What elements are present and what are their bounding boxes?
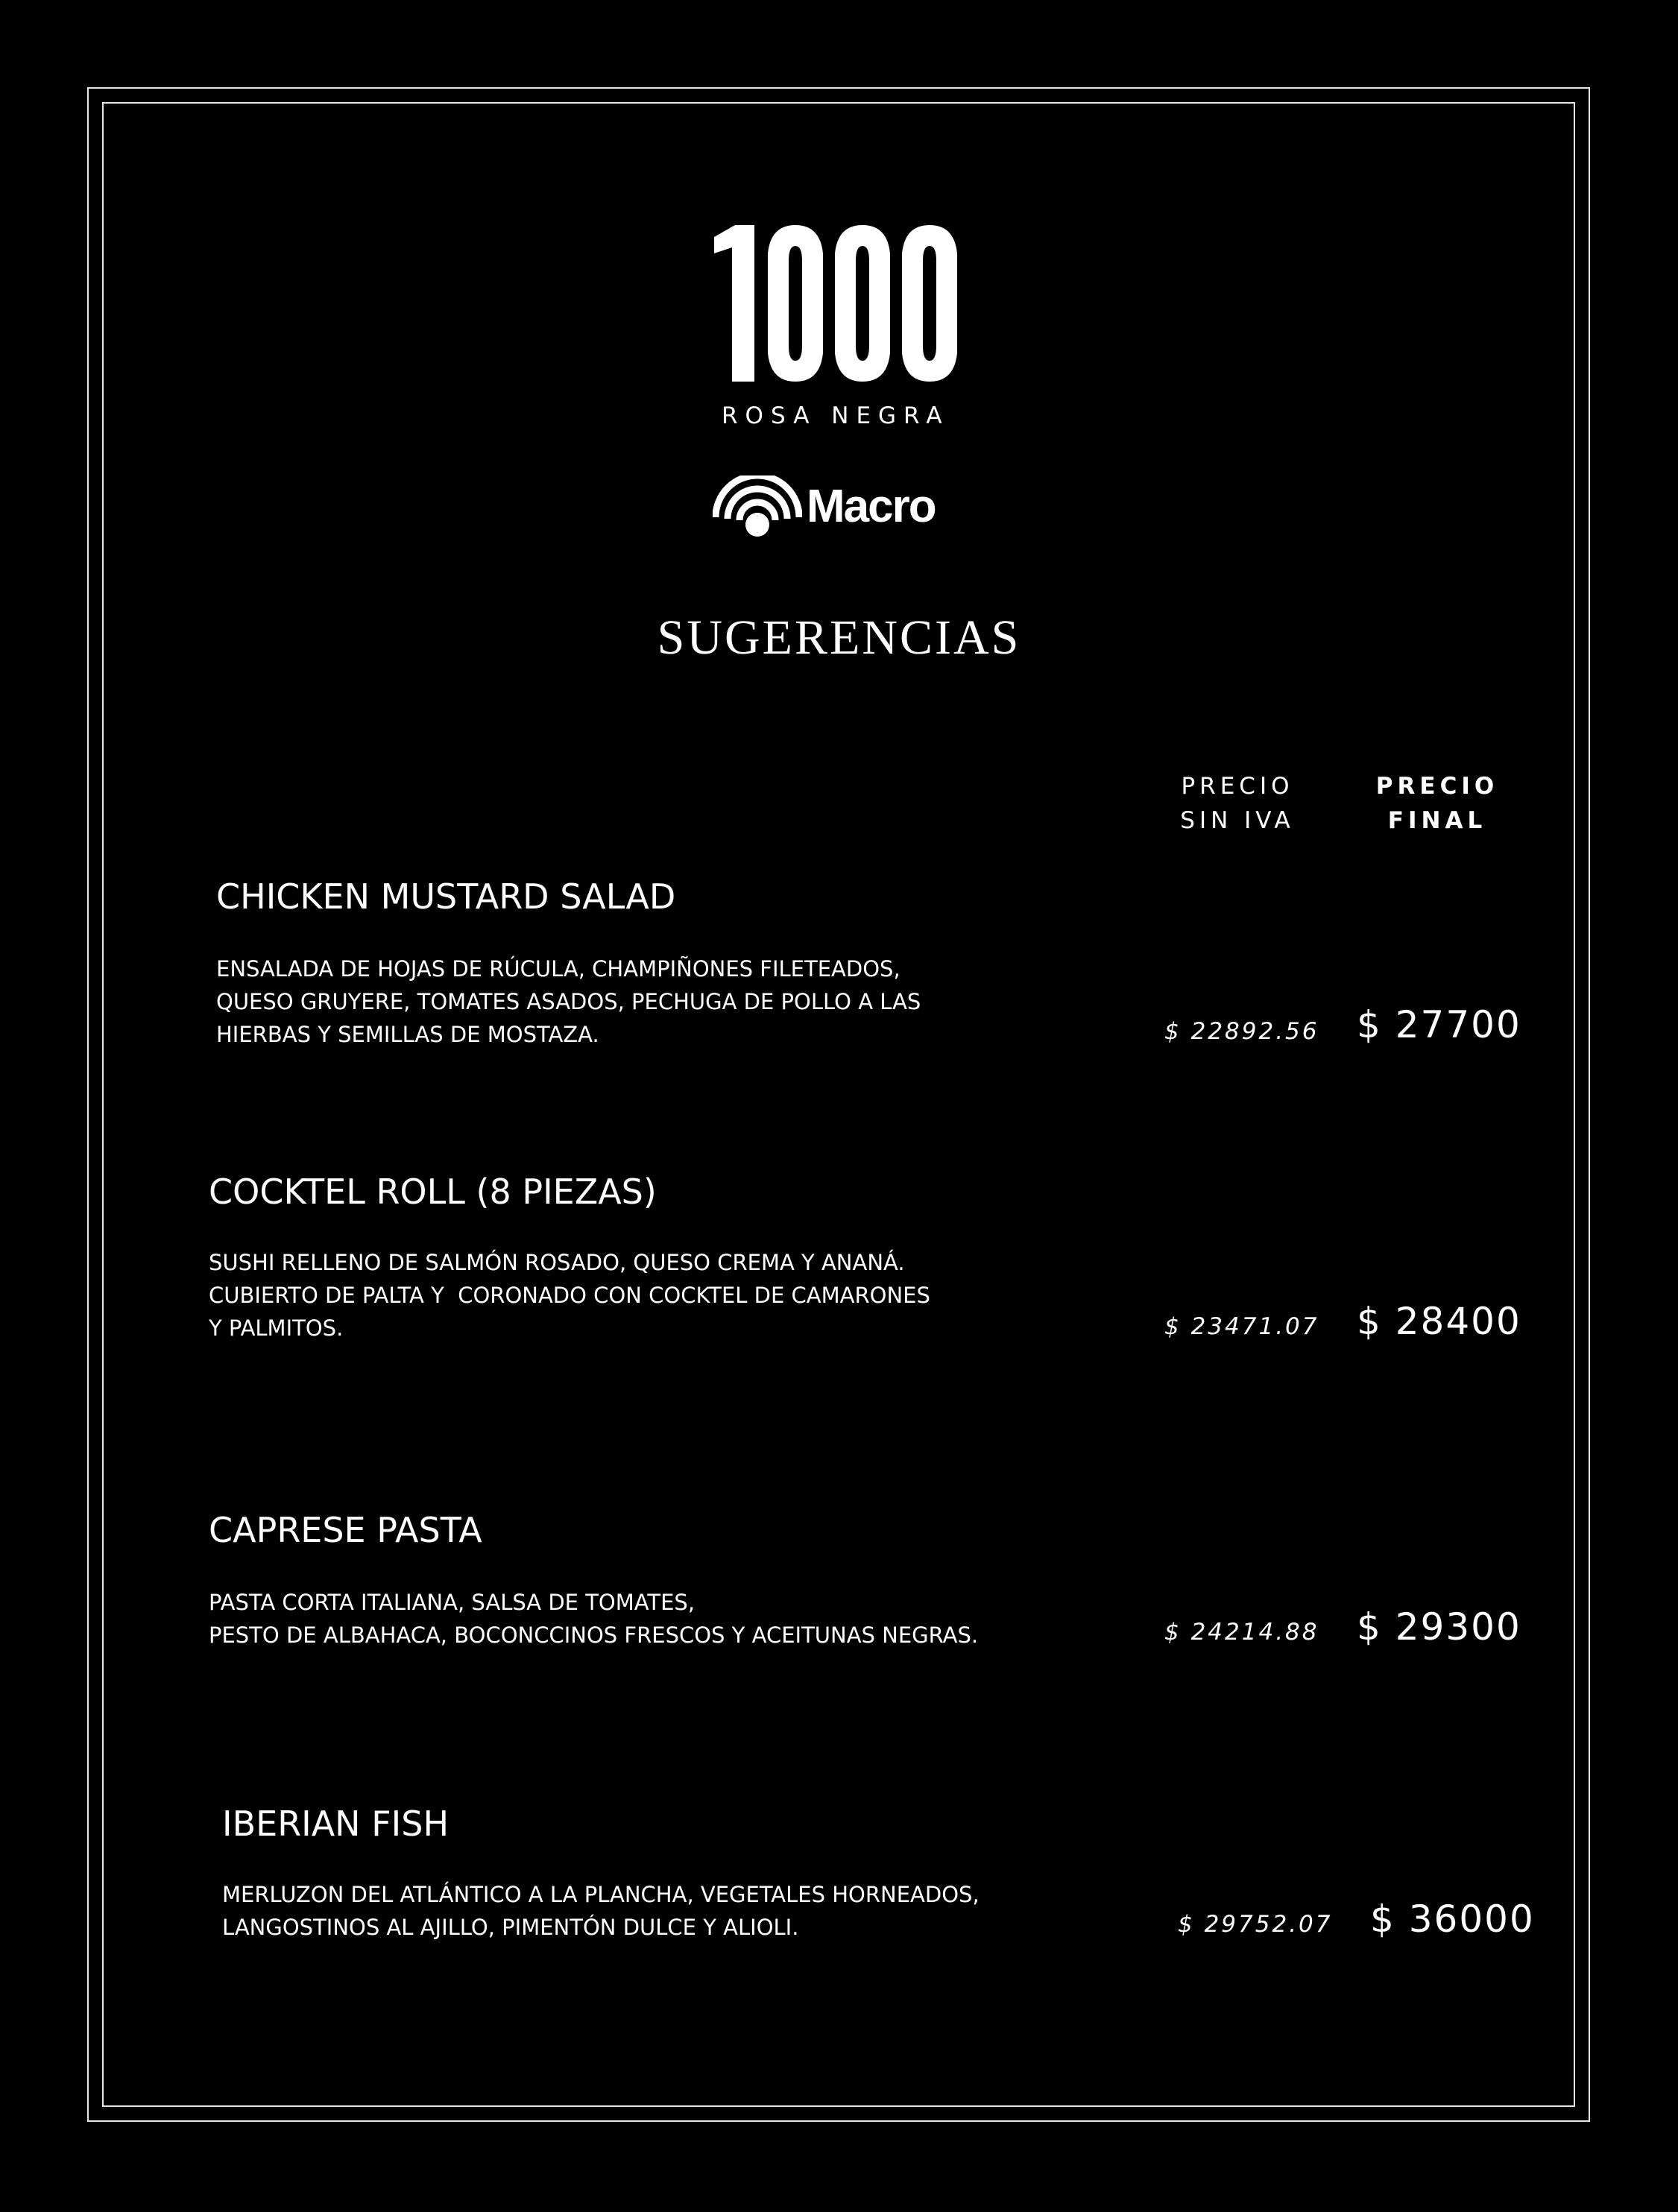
logo-1000: [710, 224, 963, 388]
menu-item-price-final: $ 29300: [1357, 1605, 1521, 1649]
column-header-price-final: [1363, 769, 1512, 838]
menu-item-price-final: $ 36000: [1370, 1897, 1535, 1941]
menu-item-description: SUSHI RELLENO DE SALMÓN ROSADO, QUESO CREMA Y ANANÁ. CUBIERTO DE PALTA Y CORONADO CON COCKTEL DE CAMARONES Y PALMITOS.: [209, 1250, 930, 1341]
menu-item-price-net: $ 29752.07: [1178, 1911, 1333, 1938]
logo-subtitle: ROSA NEGRA: [722, 402, 950, 429]
menu-item-description: MERLUZON DEL ATLÁNTICO A LA PLANCHA, VEGETALES HORNEADOS, LANGOSTINOS AL AJILLO, PIMENTÓN DULCE Y ALIOLI.: [222, 1882, 980, 1940]
menu-item-name: CAPRESE PASTA: [209, 1510, 482, 1550]
section-title: SUGERENCIAS: [657, 610, 1021, 665]
menu-item-price-final: $ 28400: [1357, 1300, 1521, 1343]
menu-item-price-net: $ 22892.56: [1164, 1018, 1319, 1045]
column-header-final-line1: PRECIO: [1375, 773, 1499, 800]
menu-item-name: CHICKEN MUSTARD SALAD: [216, 876, 676, 917]
menu-item-description: ENSALADA DE HOJAS DE RÚCULA, CHAMPIÑONES FILETEADOS, QUESO GRUYERE, TOMATES ASADOS, PECHUGA DE POLLO A LAS HIERBAS Y SEMILLAS DE MOSTAZA.: [216, 956, 921, 1047]
column-header-net-line1: PRECIO: [1181, 773, 1294, 800]
menu-item-price-final: $ 27700: [1357, 1003, 1521, 1046]
macro-wordmark: Macro: [807, 481, 936, 532]
macro-logo: [713, 475, 936, 538]
menu-item-description: PASTA CORTA ITALIANA, SALSA DE TOMATES, PESTO DE ALBAHACA, BOCONCCINOS FRESCOS Y ACEITUNAS NEGRAS.: [209, 1590, 979, 1648]
menu-item-name: COCKTEL ROLL (8 PIEZAS): [209, 1172, 657, 1212]
menu-item-price-net: $ 23471.07: [1164, 1313, 1319, 1340]
column-header-price-net: [1163, 769, 1312, 838]
menu-item-name: IBERIAN FISH: [222, 1804, 450, 1844]
menu-item-price-net: $ 24214.88: [1164, 1619, 1319, 1646]
column-header-net-line2: SIN IVA: [1180, 807, 1295, 834]
column-header-final-line2: FINAL: [1387, 807, 1487, 834]
macro-arc-icon: [713, 475, 802, 538]
